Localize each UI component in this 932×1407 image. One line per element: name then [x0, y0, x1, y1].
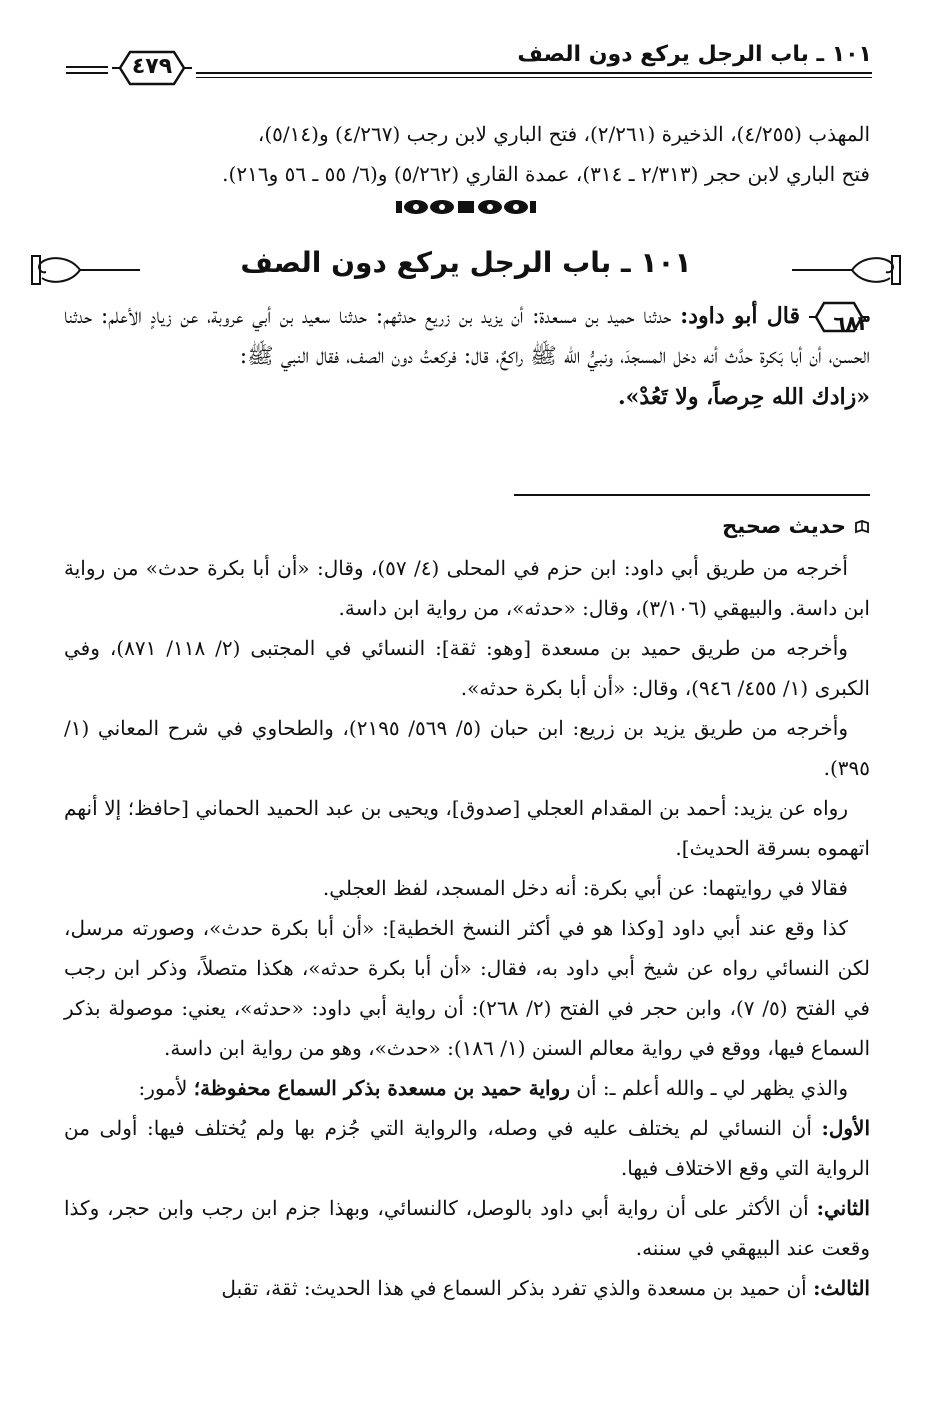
hadith-narrator-label: قال أبو داود: [680, 303, 801, 329]
hadith-grade [722, 514, 870, 538]
header-rule [196, 72, 872, 74]
heading-ornament-right-icon [792, 252, 902, 288]
hadith-number-badge [808, 300, 870, 334]
header-left-rule-2 [66, 72, 108, 74]
heading-ornament-left-icon [30, 252, 140, 288]
reason-first [64, 1108, 870, 1188]
commentary-paragraph: وأخرجه من طريق حميد بن مسعدة [وهو: ثقة]: النسائي في المجتبى (٢/ ١١٨/ ٨٧١)، وفي الكبرى (١/ ٤٥٥/ ٩٤٦)، وقال: «أن أبا بكرة حدثه». [64, 636, 870, 700]
commentary-paragraph: وأخرجه من طريق يزيد بن زريع: ابن حبان (٥/ ٥٦٩/ ٢١٩٥)، والطحاوي في شرح المعاني (١/ ٣٩٥). [64, 716, 870, 780]
header-left-rule [66, 66, 108, 68]
hadith-block [64, 296, 870, 418]
header-rule-thin [196, 77, 872, 78]
reason-second-text: أن الأكثر على أن رواية أبي داود بالوصل، كالنسائي، وبهذا جزم ابن رجب وابن حجر، وكذا وقعت عند البيهقي في سننه. [64, 1196, 870, 1260]
commentary-paragraph: رواه عن يزيد: أحمد بن المقدام العجلي [صدوق]، ويحيى بن عبد الحميد الحماني [حافظ؛ إلا أنهم اتهموه بسرقة الحديث]. [64, 796, 870, 860]
section-title: ١٠١ ـ باب الرجل يركع دون الصف [240, 246, 692, 279]
reason-third [64, 1268, 870, 1308]
reason-second [64, 1188, 870, 1268]
reference-line: المهذب (٤/٢٥٥)، الذخيرة (٢/٢٦١)، فتح الباري لابن رجب (٤/٢٦٧) و(٥/١٤)، [257, 122, 870, 146]
running-header [66, 38, 872, 86]
page-number: ٤٧٩ [131, 54, 173, 79]
hadith-text: حدثنا حميد بن مسعدة: أن يزيد بن زريع حدثهم: حدثنا سعيد بن أبي عروبة، عن زيادٍ الأعلم: حدثنا الحسن، أن أبا بَكرة حدَّث أنه دخل المسجدَ، ونبيُّ الله ﷺ راكعٌ، قال: فركعتُ دون الصف، فقال النبي ﷺ: [64, 304, 870, 369]
commentary [64, 548, 870, 1308]
conclusion-tail: لأمور: [138, 1076, 188, 1100]
references-top [64, 114, 870, 194]
conclusion-bold: رواية حميد بن مسعدة بذكر السماع محفوظة؛ [193, 1076, 570, 1100]
reference-line: فتح الباري لابن حجر (٢/٣١٣ ـ ٣١٤)، عمدة القاري (٥/٢٦٢) و(٦/ ٥٥ ـ ٥٦ و٢١٦). [222, 162, 870, 186]
reason-first-text: أن النسائي لم يختلف عليه في وصله، والرواية التي جُزم بها ولم يُختلف فيها: أولى من الرواية التي وقع الاختلاف فيها. [64, 1116, 870, 1180]
commentary-paragraph: كذا وقع عند أبي داود [وكذا هو في أكثر النسخ الخطية]: «أن أبا بكرة حدث»، وصورته مرسل، لكن النسائي رواه عن شيخ أبي داود به، فقال: «أن أبا بكرة حدثه»، هكذا متصلاً، وذكر ابن رجب في الفتح (٥/ ٧)، وابن حجر في الفتح (٢/ ٢٦٨): أن رواية أبي داود: «حدثه»، يعني: موصولة بذكر السماع فيها، ووقع في رواية معالم السنن (١/ ١٨٦): «حدث»، وهو من رواية ابن داسة. [64, 916, 870, 1060]
commentary-paragraph: أخرجه من طريق أبي داود: ابن حزم في المحلى (٤/ ٥٧)، وقال: «أن أبا بكرة حدث» من رواية ابن داسة. والبيهقي (٣/١٠٦)، وقال: «حدثه»، من رواية ابن داسة. [64, 556, 870, 620]
commentary-paragraph [64, 1068, 870, 1108]
commentary-paragraph: فقالا في روايتهما: عن أبي بكرة: أنه دخل المسجد، لفظ العجلي. [322, 876, 848, 900]
hadith-paragraph [64, 296, 870, 418]
footnote-separator [514, 494, 870, 496]
conclusion-text: والذي يظهر لي ـ والله أعلم ـ: أن [576, 1076, 848, 1100]
divider-ornament-icon [396, 198, 536, 216]
book-icon [854, 519, 870, 535]
hadith-number: ٦٨٣ [833, 311, 871, 335]
section-heading [140, 244, 792, 294]
reason-first-label: الأول: [821, 1116, 871, 1140]
hadith-grade-label: حديث صحيح [722, 514, 846, 538]
reason-second-label: الثاني: [816, 1196, 870, 1220]
page-number-badge [110, 48, 194, 88]
reason-third-label: الثالث: [813, 1276, 870, 1300]
running-header-title: ١٠١ ـ باب الرجل يركع دون الصف [517, 42, 872, 67]
reason-third-text: أن حميد بن مسعدة والذي تفرد بذكر السماع في هذا الحديث: ثقة، تقبل [221, 1276, 807, 1300]
hadith-saying: «زادك الله حِرصاً، ولا تَعُدْ». [617, 384, 870, 410]
